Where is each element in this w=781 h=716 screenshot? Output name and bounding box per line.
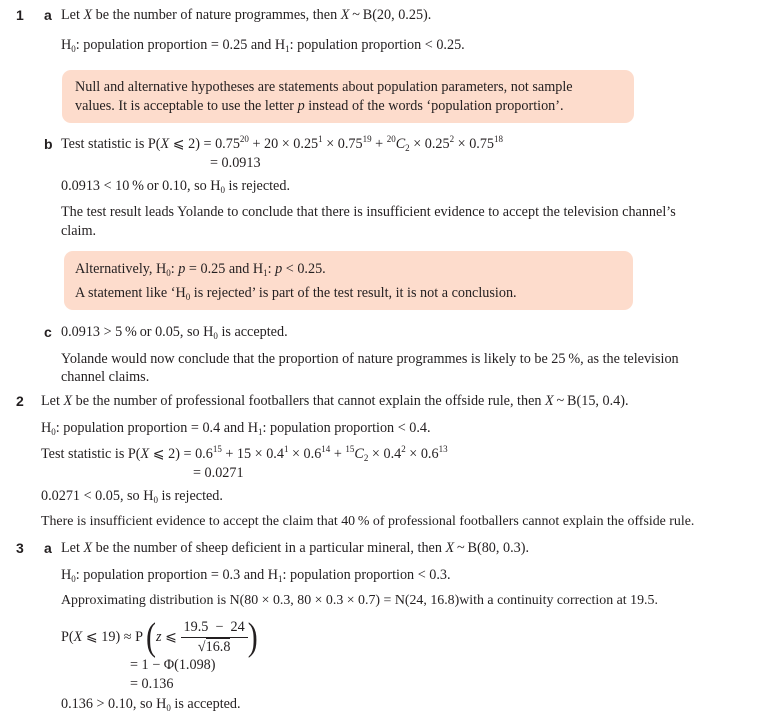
text: :: [267, 261, 276, 277]
variable-x: X: [83, 7, 93, 23]
exponent: 18: [494, 134, 504, 144]
subscript: 1: [285, 44, 290, 54]
exponent: 1: [283, 444, 289, 454]
variable-x: X: [160, 136, 170, 152]
variable-p: p: [297, 98, 305, 114]
q1b-decision: [61, 177, 290, 195]
q3a-hypotheses: [61, 566, 451, 584]
q3a-normal-calculation: [61, 617, 258, 657]
variable-x: X: [73, 629, 83, 645]
q3a-definition: [61, 539, 529, 557]
q1c-conclusion-line-2: channel claims.: [61, 369, 150, 385]
text: × 0.6: [288, 446, 322, 462]
text: + 20 × 0.25: [248, 136, 319, 152]
denominator: [181, 638, 248, 656]
sqrt-icon: √: [197, 639, 206, 656]
distribution: ~ B(80, 0.3).: [454, 540, 530, 556]
subscript: 0: [166, 268, 171, 278]
variable-x: X: [340, 7, 350, 23]
subscript: 0: [153, 495, 158, 505]
text: be the number of professional footballers that cannot explain the offside rule, then: [72, 393, 546, 409]
text: Let: [61, 7, 84, 23]
text: Alternatively,: [75, 261, 157, 277]
text: instead of the words ‘population proportion’.: [304, 98, 564, 114]
text: < 0.25.: [282, 261, 326, 277]
subscript: 0: [213, 331, 218, 341]
text: = 0.25 and: [185, 261, 253, 277]
exponent: 20: [239, 134, 249, 144]
text: : population proportion < 0.25.: [289, 37, 465, 53]
variable-x: X: [63, 393, 73, 409]
text: 0.0271 < 0.05, so: [41, 488, 144, 504]
q2-result: = 0.0271: [193, 465, 244, 481]
variable-x: X: [445, 540, 455, 556]
text: +: [371, 136, 387, 152]
variable-z: z: [155, 629, 162, 645]
question-number-1: 1: [16, 7, 24, 23]
text: P(: [127, 446, 141, 462]
exponent: 13: [438, 444, 448, 454]
text: ⩽ 19) ≈ P: [82, 629, 143, 645]
text: is rejected.: [157, 488, 223, 504]
exponent: 2: [449, 134, 455, 144]
prescript: 20: [386, 134, 396, 144]
q3a-step-2: = 1 − Φ(1.098): [130, 657, 216, 673]
subscript: 2: [363, 453, 369, 463]
question-number-2: 2: [16, 393, 24, 409]
q1c-decision: [61, 323, 288, 341]
variable-p: p: [275, 261, 283, 277]
q2-conclusion: There is insufficient evidence to accept the claim that 40 % of professional footballers cannot explain the offside rule.: [41, 514, 695, 529]
text: P(: [147, 136, 161, 152]
callout-line-2: [75, 97, 564, 115]
subscript: 1: [278, 574, 283, 584]
text: A statement like ‘: [75, 285, 176, 301]
text: is accepted.: [217, 324, 288, 340]
text: × 0.6: [405, 446, 439, 462]
q1b-result: = 0.0913: [210, 155, 261, 171]
subscript: 0: [51, 427, 56, 437]
text: be the number of nature programmes, then: [92, 7, 341, 23]
exponent: 2: [401, 444, 406, 454]
text: ⩽ 2) = 0.6: [149, 446, 213, 462]
text: be the number of sheep deficient in a particular mineral, then: [92, 540, 446, 556]
callout-hypotheses-note: [62, 70, 634, 123]
text: × 0.75: [454, 136, 495, 152]
h0: H: [143, 488, 154, 504]
text: +: [330, 446, 346, 462]
exponent: 14: [321, 444, 331, 454]
h0: H: [175, 285, 186, 301]
h1: H: [247, 420, 259, 436]
text: is accepted.: [170, 696, 241, 712]
callout-line-1: Null and alternative hypotheses are statements about population parameters, not sample: [75, 79, 573, 95]
h1: H: [274, 37, 286, 53]
callout-alternative-note: [64, 251, 633, 310]
h0: H: [61, 567, 72, 583]
variable-x: X: [83, 540, 93, 556]
part-label-1b: b: [44, 136, 53, 152]
h0: H: [61, 37, 72, 53]
radicand: 16.8: [205, 639, 231, 656]
numerator: 19.5 − 24: [181, 619, 248, 638]
text: : population proportion < 0.4.: [262, 420, 431, 436]
part-label-1a: a: [44, 7, 52, 23]
distribution: ~ B(20, 0.25).: [349, 7, 432, 23]
q2-test-statistic: [41, 445, 448, 463]
subscript: 0: [71, 44, 76, 54]
text: is rejected’ is part of the test result, it is not a conclusion.: [190, 285, 517, 301]
subscript: 0: [166, 703, 171, 713]
q1b-conclusion-line-2: claim.: [61, 223, 97, 239]
exponent: 15: [212, 444, 222, 454]
q2-definition: [41, 392, 629, 410]
part-label-1c: c: [44, 324, 52, 340]
q1c-conclusion-line-1: Yolande would now conclude that the proportion of nature programmes is likely to be 25 %, as the television: [61, 351, 679, 367]
subscript: 0: [185, 292, 191, 302]
combination: C: [354, 446, 364, 462]
subscript: 1: [263, 268, 268, 278]
text: Let: [41, 393, 64, 409]
text: ⩽ 2) = 0.75: [169, 136, 240, 152]
h0: H: [41, 420, 52, 436]
subscript: 0: [220, 185, 225, 195]
text: P(: [61, 629, 74, 645]
combination: C: [395, 136, 406, 152]
callout-line-2: [75, 284, 517, 302]
text: × 0.4: [368, 446, 402, 462]
q1b-conclusion-line-1: The test result leads Yolande to conclude that there is insufficient evidence to accept the television channel’s: [61, 204, 676, 220]
q1b-test-statistic: [61, 135, 503, 153]
q2-hypotheses: [41, 419, 431, 437]
h0: H: [156, 696, 167, 712]
h1: H: [252, 261, 264, 277]
q3a-decision: [61, 695, 241, 713]
paren-open: (: [145, 615, 156, 659]
text: + 15 × 0.4: [221, 446, 284, 462]
text: Test statistic is: [41, 446, 128, 462]
text: : population proportion = 0.25 and: [75, 37, 275, 53]
fraction: [181, 619, 248, 656]
variable-x: X: [545, 393, 554, 409]
text: 0.0913 > 5 % or 0.05, so: [61, 324, 204, 340]
h0: H: [156, 261, 167, 277]
text: : population proportion = 0.3 and: [75, 567, 268, 583]
callout-line-1: [75, 260, 326, 278]
q3a-approximation: Approximating distribution is N(80 × 0.3, 80 × 0.3 × 0.7) = N(24, 16.8)with a continuity correction at 19.5.: [61, 593, 658, 608]
text: 0.0913 < 10 % or 0.10, so: [61, 178, 211, 194]
exponent: 1: [318, 134, 323, 144]
text: : population proportion < 0.3.: [282, 567, 451, 583]
text: : population proportion = 0.4 and: [55, 420, 248, 436]
text: × 0.75: [322, 136, 363, 152]
subscript: 1: [258, 427, 263, 437]
text: Let: [61, 540, 84, 556]
subscript: 2: [405, 143, 410, 153]
paren-close: ): [247, 615, 258, 659]
question-number-3: 3: [16, 540, 24, 556]
h1: H: [267, 567, 279, 583]
text: :: [170, 261, 179, 277]
q3a-step-3: = 0.136: [130, 676, 174, 692]
q2-decision: [41, 487, 223, 505]
distribution: ~ B(15, 0.4).: [553, 393, 629, 409]
text: × 0.25: [409, 136, 450, 152]
text: ⩽: [161, 629, 181, 645]
q1a-hypotheses: [61, 36, 465, 54]
h0: H: [210, 178, 221, 194]
part-label-3a: a: [44, 540, 52, 556]
subscript: 0: [71, 574, 76, 584]
variable-x: X: [140, 446, 150, 462]
text: Test statistic is: [61, 136, 148, 152]
q1a-definition: [61, 6, 431, 24]
variable-p: p: [178, 261, 186, 277]
exponent: 19: [362, 134, 372, 144]
text: values. It is acceptable to use the letter: [75, 98, 298, 114]
h0: H: [203, 324, 214, 340]
text: 0.136 > 0.10, so: [61, 696, 157, 712]
text: is rejected.: [225, 178, 290, 194]
prescript: 15: [345, 444, 355, 454]
